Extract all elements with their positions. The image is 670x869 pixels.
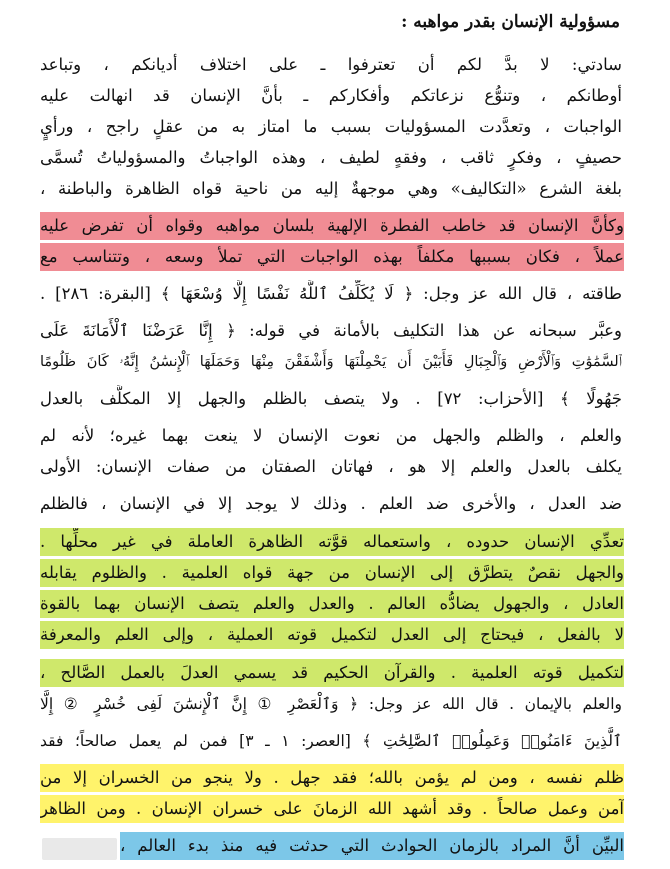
text-line-18: لا بالفعل ، فيحتاج إلى العدل لتكميل قوته العملية ، وإلى العلم والمعرفة [40,621,624,649]
text-line-7: عملاً ، فكان بسببها مكلفاً بهذه الواجبات التي تملأ وسعه ، وتتناسب مع [40,243,624,271]
text-line-20: والعلم بالإيمان . قال الله عز وجل: ﴿ وَٱلْعَصْرِ ① إِنَّ ٱلْإِنسَٰنَ لَفِى خُسْرٍ ② إِلَّا [40,695,622,713]
text-line-6: وكأنَّ الإنسان قد خاطب الفطرة الإلهية بلسان مواهبه وقواه أن تفرض عليه [40,212,624,240]
text-line-9: وعبَّر سبحانه عن هذا التكليف بالأمانة في قوله: ﴿ إِنَّا عَرَضْنَا ٱلْأَمَانَةَ عَلَى [40,321,622,340]
text-line-4: حصيفٍ ، وفكرٍ ثاقب ، وفقهٍ لطيف ، وهذه الواجباتُ والمسؤولياتُ تُسمَّى [40,148,622,167]
text-line-14: ضد العدل ، والأخرى ضد العلم . وذلك لا يوجد إلا في الإنسان ، فالظلم [40,494,622,513]
text-line-24: البيِّن أنَّ المراد بالزمان الحوادث التي حدثت فيه منذ بدء العالم ، [120,832,624,860]
text-line-5: بلغة الشرع «التكاليف» وهي موجهةٌ إليه من ناحية قواه الظاهرة والباطنة ، [40,179,622,198]
text-line-13: يكلف بالعدل والعلم إلا هو ، فهاتان الصفتان من صفات الإنسان: الأولى [40,457,622,476]
text-line-17: العادل ، والجهول يضادُّه العالم . والعدل والعلم يتصف الإنسان بهما بالقوة [40,590,624,618]
text-line-8: طاقته ، قال الله عز وجل: ﴿ لَا يُكَلِّفُ ٱللَّهُ نَفْسًا إِلَّا وُسْعَهَا ﴾ [البقرة: ٢٨٦] . [40,284,622,303]
section-title: مسؤولية الإنسان بقدر مواهبه : [401,12,620,32]
text-line-11: جَهُولًا ﴾ [الأحزاب: ٧٢] . ولا يتصف بالظلم والجهل إلا المكلَّف بالعدل [40,389,622,408]
text-line-19: لتكميل قوته العلمية . والقرآن الحكيم قد يسمي العدلَ بالعمل الصَّالح ، [40,659,624,687]
text-line-10: ٱلسَّمَٰوَٰتِ وَٱلْأَرْضِ وَٱلْجِبَالِ فَأَبَيْنَ أَن يَحْمِلْنَهَا وَأَشْفَقْنَ مِنْهَا وَحَمَلَهَا ٱلْإِنسَٰنُ إِنَّهُۥ كَانَ ظَلُومًا [40,354,622,370]
text-line-23: آمن وعمل صالحاً . وقد أشهد الله الزمانَ على خسران الإنسان . ومن الظاهر [40,795,624,823]
text-line-16: والجهل نقصٌ يتطرَّق إلى الإنسان من جهة قواه العلمية . والظلوم يقابله [40,559,624,587]
text-line-12: والعلم ، والظلم والجهل من نعوت الإنسان لا ينعت بهما غيره؛ لأنه لم [40,426,622,445]
text-line-21: ٱلَّذِينَ ءَامَنُوا۟ وَعَمِلُوا۟ ٱلصَّٰلِحَٰتِ ﴾ [العصر: ١ ـ ٣] فمن لم يعمل صالحاً؛ فقد [40,732,622,750]
text-line-3: الواجبات ، وتعدَّدت المسؤوليات بسبب ما امتاز به من عقلٍ راجح ، ورأيٍ [40,117,622,136]
text-line-2: أوطانكم ، وتنوُّع نزعاتكم وأفكاركم ـ بأنَّ الإنسان قد انهالت عليه [40,86,622,105]
text-line-15: تعدِّي الإنسان حدوده ، واستعماله قوَّته الظاهرة العاملة في غير محلِّها . [40,528,624,556]
blurred-region [42,838,117,860]
text-line-22: ظلم نفسه ، ومن لم يؤمن بالله؛ فقد جهل . ولا ينجو من الخسران إلا من [40,764,624,792]
text-line-1: سادتي: لا بدَّ لكم أن تعترفوا ـ على اختلاف أديانكم ، وتباعد [40,55,622,74]
